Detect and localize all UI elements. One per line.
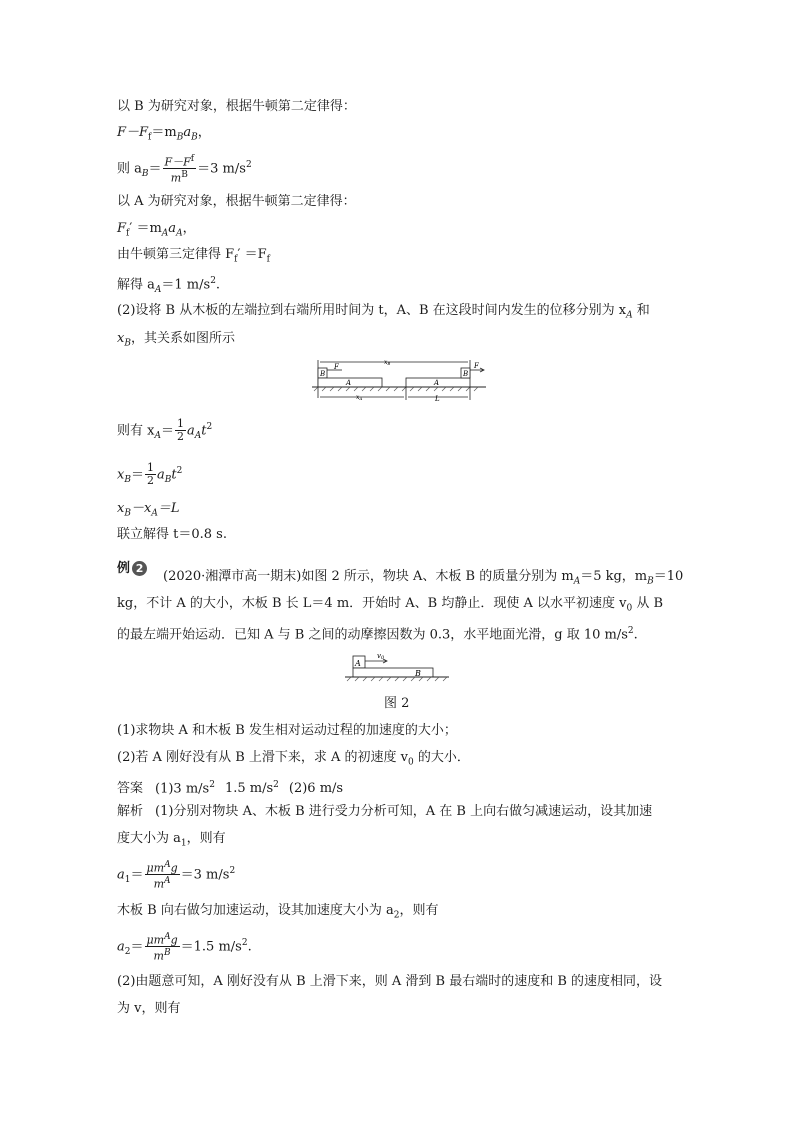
board-b xyxy=(353,668,433,677)
xa-label: xA xyxy=(356,394,363,401)
text-line: 以 B 为研究对象，根据牛顿第二定律得： xyxy=(117,99,356,114)
board-a-label: A xyxy=(434,379,440,387)
fraction: $\frac{\mu m^Ag}{m^A}$ xyxy=(146,859,178,891)
answer-label: 答案 xyxy=(117,781,144,797)
question-2: (2)若 A 刚好没有从 B 上滑下来，求 A 的初速度 $v_0$ 的大小． xyxy=(117,750,470,768)
text-line: $x_B$，其关系如图所示 xyxy=(117,331,235,349)
fraction: $\frac{F-F^f}{m^B}$ xyxy=(164,153,195,185)
solution-line: (2)由题意可知，A 刚好没有从 B 上滑下来，则 A 滑到 B 最右端时的速度和 B 的速度相同，设 xyxy=(117,974,663,989)
example-text: 的最左端开始运动．已知 A 与 B 之间的动摩擦因数为 0.3，水平地面光滑，g 取 10 $m/s^2$. xyxy=(117,626,638,643)
v0-label: v0 xyxy=(377,652,385,661)
solution-line: 木板 B 向右做匀加速运动，设其加速度大小为 $a_2$，则有 xyxy=(117,903,439,921)
figure-block-on-board xyxy=(345,650,449,686)
l-label: L xyxy=(435,395,440,403)
text-line: 解得 $a_A=1$ $m/s^2$. xyxy=(117,276,221,295)
block-b-label: B xyxy=(320,370,326,378)
fraction: $\frac{\mu m^Ag}{m^B}$ xyxy=(146,931,178,963)
equation-a2: $a_2=$ $\frac{\mu m^Ag}{m^B}$ ＝1.5 $m/s^2$. xyxy=(117,931,252,963)
board-b-label: B xyxy=(415,669,421,678)
text-line: 由牛顿第三定律得 $F_f' =F_f$ xyxy=(117,247,270,265)
equation-ab: 则 $a_B=$ $\frac{F-F^f}{m^B}$ ＝3 $m/s^2$ xyxy=(117,153,252,185)
xb-label: xB xyxy=(384,359,391,366)
example-badge: 例 2 xyxy=(117,560,147,578)
question-1: (1)求物块 A 和木板 B 发生相对运动过程的加速度的大小； xyxy=(117,723,457,738)
equation-newton-b: $F-F_f=m_Ba_B$， xyxy=(117,125,211,143)
text-line: (2)设将 B 从木板的左端拉到右端所用时间为 t，A、B 在这段时间内发生的位移分别为 $x_A$ 和 xyxy=(117,303,650,321)
equation-a1: $a_1=$ $\frac{\mu m^Ag}{m^A}$ ＝3 $m/s^2$ xyxy=(117,859,236,891)
text-line: 以 A 为研究对象，根据牛顿第二定律得： xyxy=(117,194,356,209)
ground-hatch xyxy=(347,677,447,681)
equation-relation: $x_B-x_A=L$ xyxy=(117,501,180,519)
equation-xb: $x_B=$ $\frac{1}{2}$ $a_Bt^2$ xyxy=(117,461,183,488)
example-text: (2020·湘潭市高一期末)如图 2 所示，物块 A、木板 B 的质量分别为 $m_A=5$ kg，$m_B=10$ xyxy=(163,569,684,587)
figure-relative-displacement xyxy=(312,354,486,406)
force-label: F xyxy=(334,363,339,371)
solution-line: 度大小为 $a_1$，则有 xyxy=(117,831,226,849)
equation-xa: 则有 $x_A=$ $\frac{1}{2}$ $a_At^2$ xyxy=(117,417,213,444)
example-number-icon: 2 xyxy=(132,561,147,576)
fraction: $\frac{1}{2}$ xyxy=(176,417,184,444)
force-label: F xyxy=(474,362,479,370)
text-line: 联立解得 t＝0.8 s. xyxy=(117,527,227,542)
block-b-label: B xyxy=(463,370,469,378)
ground-hatch xyxy=(314,387,478,391)
equation-newton-a: $F_f' =m_Aa_A$， xyxy=(117,221,196,239)
board-a-label: A xyxy=(346,379,352,387)
solution-line: 解析 (1)分别对物块 A、木板 B 进行受力分析可知，A 在 B 上向右做匀减速运动，设其加速 xyxy=(117,804,653,819)
solution-label: 解析 xyxy=(117,804,144,819)
example-text: kg，不计 A 的大小，木板 B 长 L＝4 m．开始时 A、B 均静止．现使 A 以水平初速度 $v_0$ 从 B xyxy=(117,596,664,614)
fraction: $\frac{1}{2}$ xyxy=(146,461,154,488)
answer-line: 答案 (1)3 $m/s^2$ 1.5 $m/s^2$ (2)6 m/s xyxy=(117,780,344,797)
figure-caption: 图 2 xyxy=(384,696,410,711)
solution-line: 为 v，则有 xyxy=(117,1001,181,1016)
block-a-label: A xyxy=(355,659,361,668)
